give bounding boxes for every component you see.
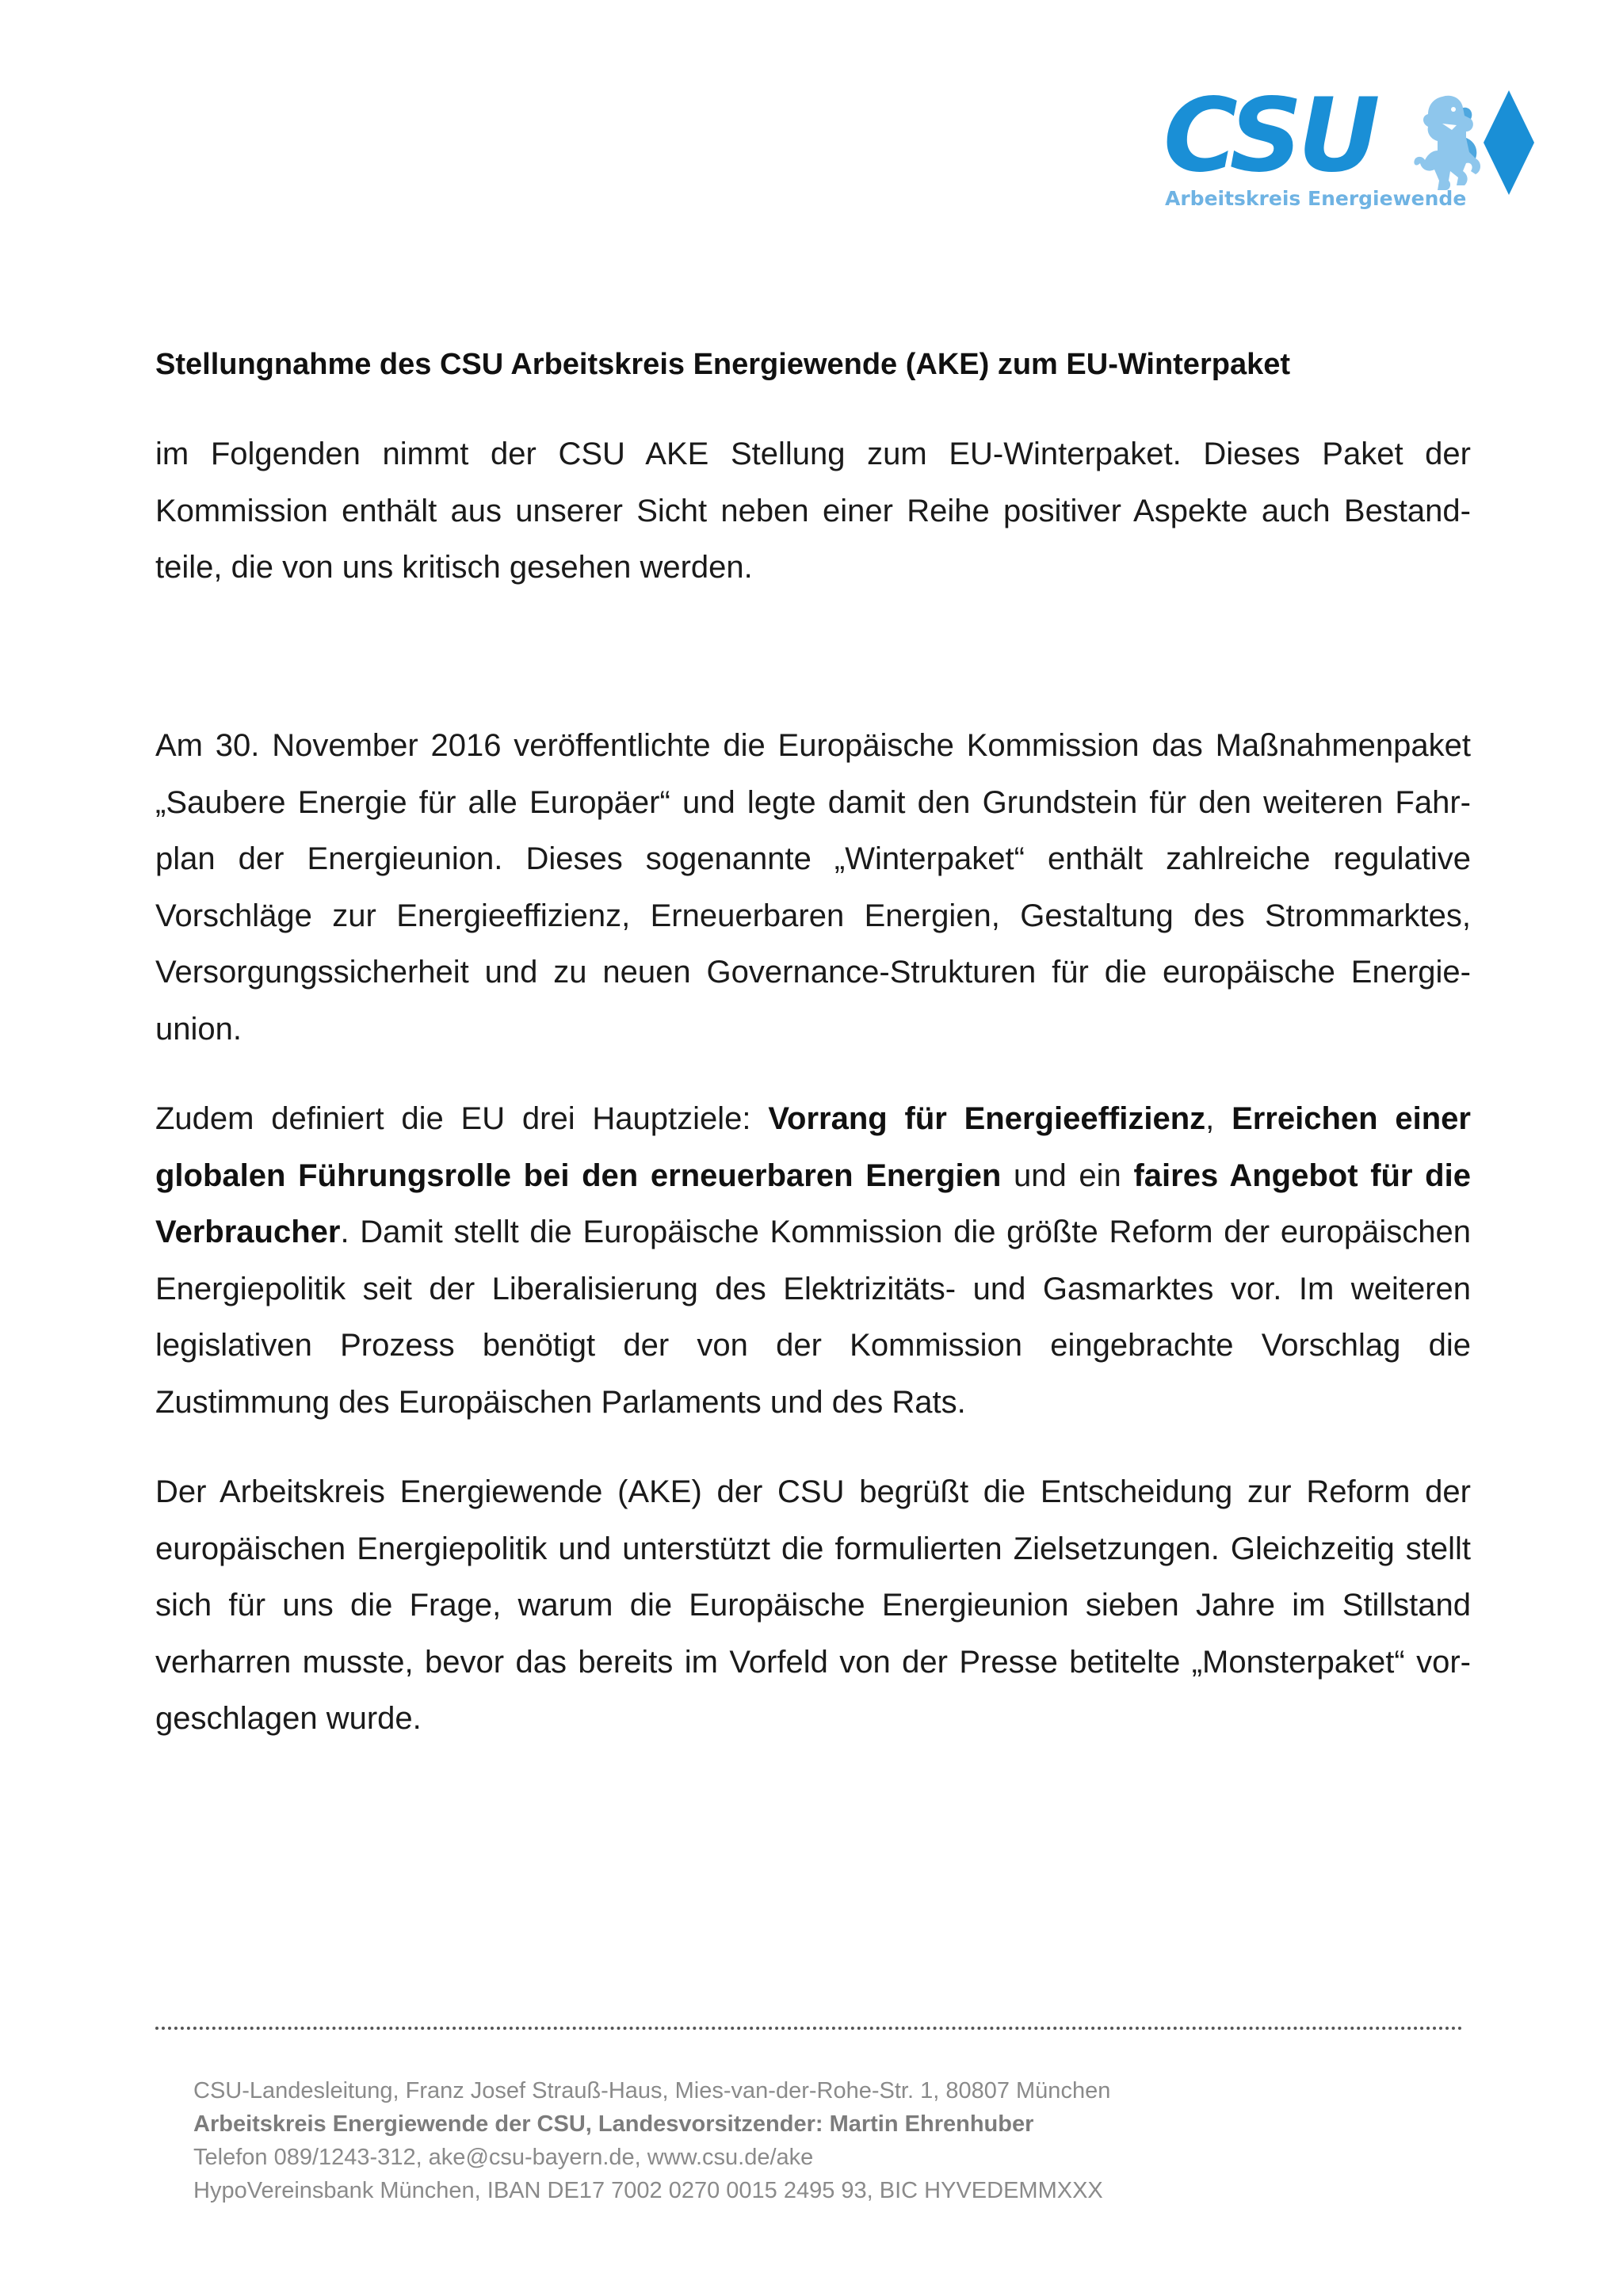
paragraph-winterpaket: Am 30. November 2016 veröffentlichte die Europäische Kommission das Maßnahmenpaket „Saubere Energie für alle Europäer“ und legte damit den Grundstein für den weiteren Fahrplan der Energieunion. Dieses sogenannte „Winterpaket“ enthält zahlreiche regulative Vorschläge zur Energieeffizienz, Erneuerbaren Energien, Gestaltung des Strommarktes, Versorgungssicherheit und zu neuen Governance-Strukturen für die europäische Energieunion.: [155, 728, 1471, 1047]
bold-goal-efficiency: Vorrang für Energieeffizienz: [768, 1101, 1206, 1136]
footer-contact: Telefon 089/1243-312, ake@csu-bayern.de, www.csu.de/ake: [193, 2145, 814, 2170]
paragraph-text: . Damit stellt die Europäische Kommission die größte Reform der europäischen Energiepolitik seit der Liberalisierung des Elektrizitäts- und Gasmarktes vor. Im weiteren legislativen Prozess benötigt der von der Kommission eingebrachte Vorschlag die Zustimmung des Europäischen Parlaments und des Rats.: [155, 1215, 1471, 1420]
paragraph-ake-position: Der Arbeitskreis Energiewende (AKE) der CSU begrüßt die Entscheidung zur Reform der europäischen Energiepolitik und unterstützt die formulierten Zielsetzungen. Gleichzeitig stellt sich für uns die Frage, warum die Europäische Energieunion sieben Jahre im Stillstand verharren musste, bevor das bereits im Vorfeld von der Presse betitelte „Monsterpaket“ vorgeschlagen wurde.: [155, 1474, 1471, 1736]
footer: [193, 2074, 1461, 2207]
logo-wordmark: CSU: [1163, 77, 1376, 195]
footer-bank: HypoVereinsbank München, IBAN DE17 7002 0270 0015 2495 93, BIC HYVEDEMMXXX: [193, 2178, 1103, 2203]
paragraph-text: Zudem definiert die EU drei Hauptziele:: [155, 1101, 769, 1136]
footer-divider: [155, 2027, 1463, 2030]
document-title: Stellungnahme des CSU Arbeitskreis Energiewende (AKE) zum EU-Winterpaket: [155, 348, 1290, 381]
footer-address: CSU-Landesleitung, Franz Josef Strauß-Haus, Mies-van-der-Rohe-Str. 1, 80807 München: [193, 2078, 1111, 2103]
logo-subtitle: Arbeitskreis Energiewende: [1165, 187, 1467, 210]
paragraph-hauptziele: [155, 1091, 1471, 1431]
bold-goal-consumers: faires Angebot für die Verbraucher: [155, 1158, 1471, 1249]
diamond-icon: [1484, 90, 1534, 195]
csu-logo: [1163, 77, 1528, 220]
lion-icon: [1411, 92, 1484, 192]
paragraph-text: und ein: [1001, 1158, 1134, 1193]
bold-goal-leadership: Erreichen einer globalen Führungsrolle bei den erneuerbaren Energien: [155, 1101, 1471, 1193]
footer-organization: Arbeitskreis Energiewende der CSU, Landesvorsitzender: Martin Ehrenhuber: [193, 2111, 1034, 2137]
paragraph-intro: im Folgenden nimmt der CSU AKE Stellung zum EU-Winterpaket. Dieses Paket der Kommission enthält aus unserer Sicht neben einer Reihe positiver Aspekte auch Bestandteile, die von uns kritisch gesehen werden.: [155, 437, 1471, 585]
paragraph-text: ,: [1205, 1101, 1232, 1136]
